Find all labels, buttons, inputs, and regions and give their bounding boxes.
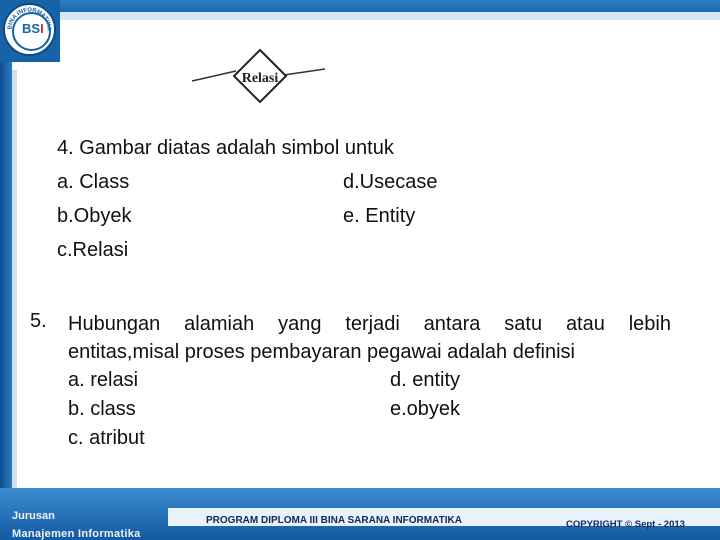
- question-5-number: 5.: [30, 310, 47, 332]
- footer-department-line-2: Manajemen Informatika: [12, 528, 141, 540]
- option-c: c. atribut: [68, 427, 145, 449]
- top-frame-highlight: [60, 12, 720, 20]
- question-5-stem-line-1: Hubungan alamiah yang terjadi antara satu atau lebih: [68, 313, 671, 335]
- question-5-option-row: [68, 395, 671, 424]
- svg-text:BINA INFORMATIKA: BINA INFORMATIKA: [7, 7, 52, 32]
- logo-mark: BSI: [22, 21, 44, 36]
- option-b: b.Obyek: [57, 205, 132, 227]
- left-frame-highlight: [12, 70, 17, 490]
- option-d: d. entity: [390, 369, 461, 391]
- connector-right: [284, 69, 325, 75]
- question-4-option-row: [57, 237, 477, 271]
- option-e: e.obyek: [390, 398, 461, 420]
- option-d: d.Usecase: [343, 171, 438, 193]
- question-4-stem: 4. Gambar diatas adalah simbol untuk: [57, 137, 394, 159]
- left-frame-bar: [0, 0, 12, 540]
- footer-department: [0, 496, 175, 540]
- footer-bar: [0, 488, 720, 540]
- logo-disc: [3, 3, 56, 56]
- question-5-option-row: [68, 424, 671, 453]
- bsi-logo: [0, 0, 60, 62]
- option-a: a. Class: [57, 171, 130, 193]
- question-4-option-row: [57, 169, 477, 203]
- footer-department-line-1: Jurusan: [12, 510, 55, 522]
- footer-program-title: PROGRAM DIPLOMA III BINA SARANA INFORMATIKA: [206, 515, 462, 526]
- question-5-body: [68, 310, 671, 453]
- question-5-stem-line-2: entitas,misal proses pembayaran pegawai adalah definisi: [68, 341, 575, 363]
- question-4-option-row: [57, 203, 477, 237]
- option-a: a. relasi: [68, 369, 139, 391]
- relationship-diamond-diagram: [190, 45, 330, 110]
- option-e: e. Entity: [343, 205, 416, 227]
- question-5-option-row: [68, 366, 671, 395]
- option-c: c.Relasi: [57, 239, 129, 261]
- footer-copyright: COPYRIGHT © Sept - 2013: [566, 519, 685, 530]
- diamond-label: Relasi: [241, 71, 279, 86]
- option-b: b. class: [68, 398, 136, 420]
- question-4: [57, 135, 477, 271]
- connector-left: [192, 71, 236, 81]
